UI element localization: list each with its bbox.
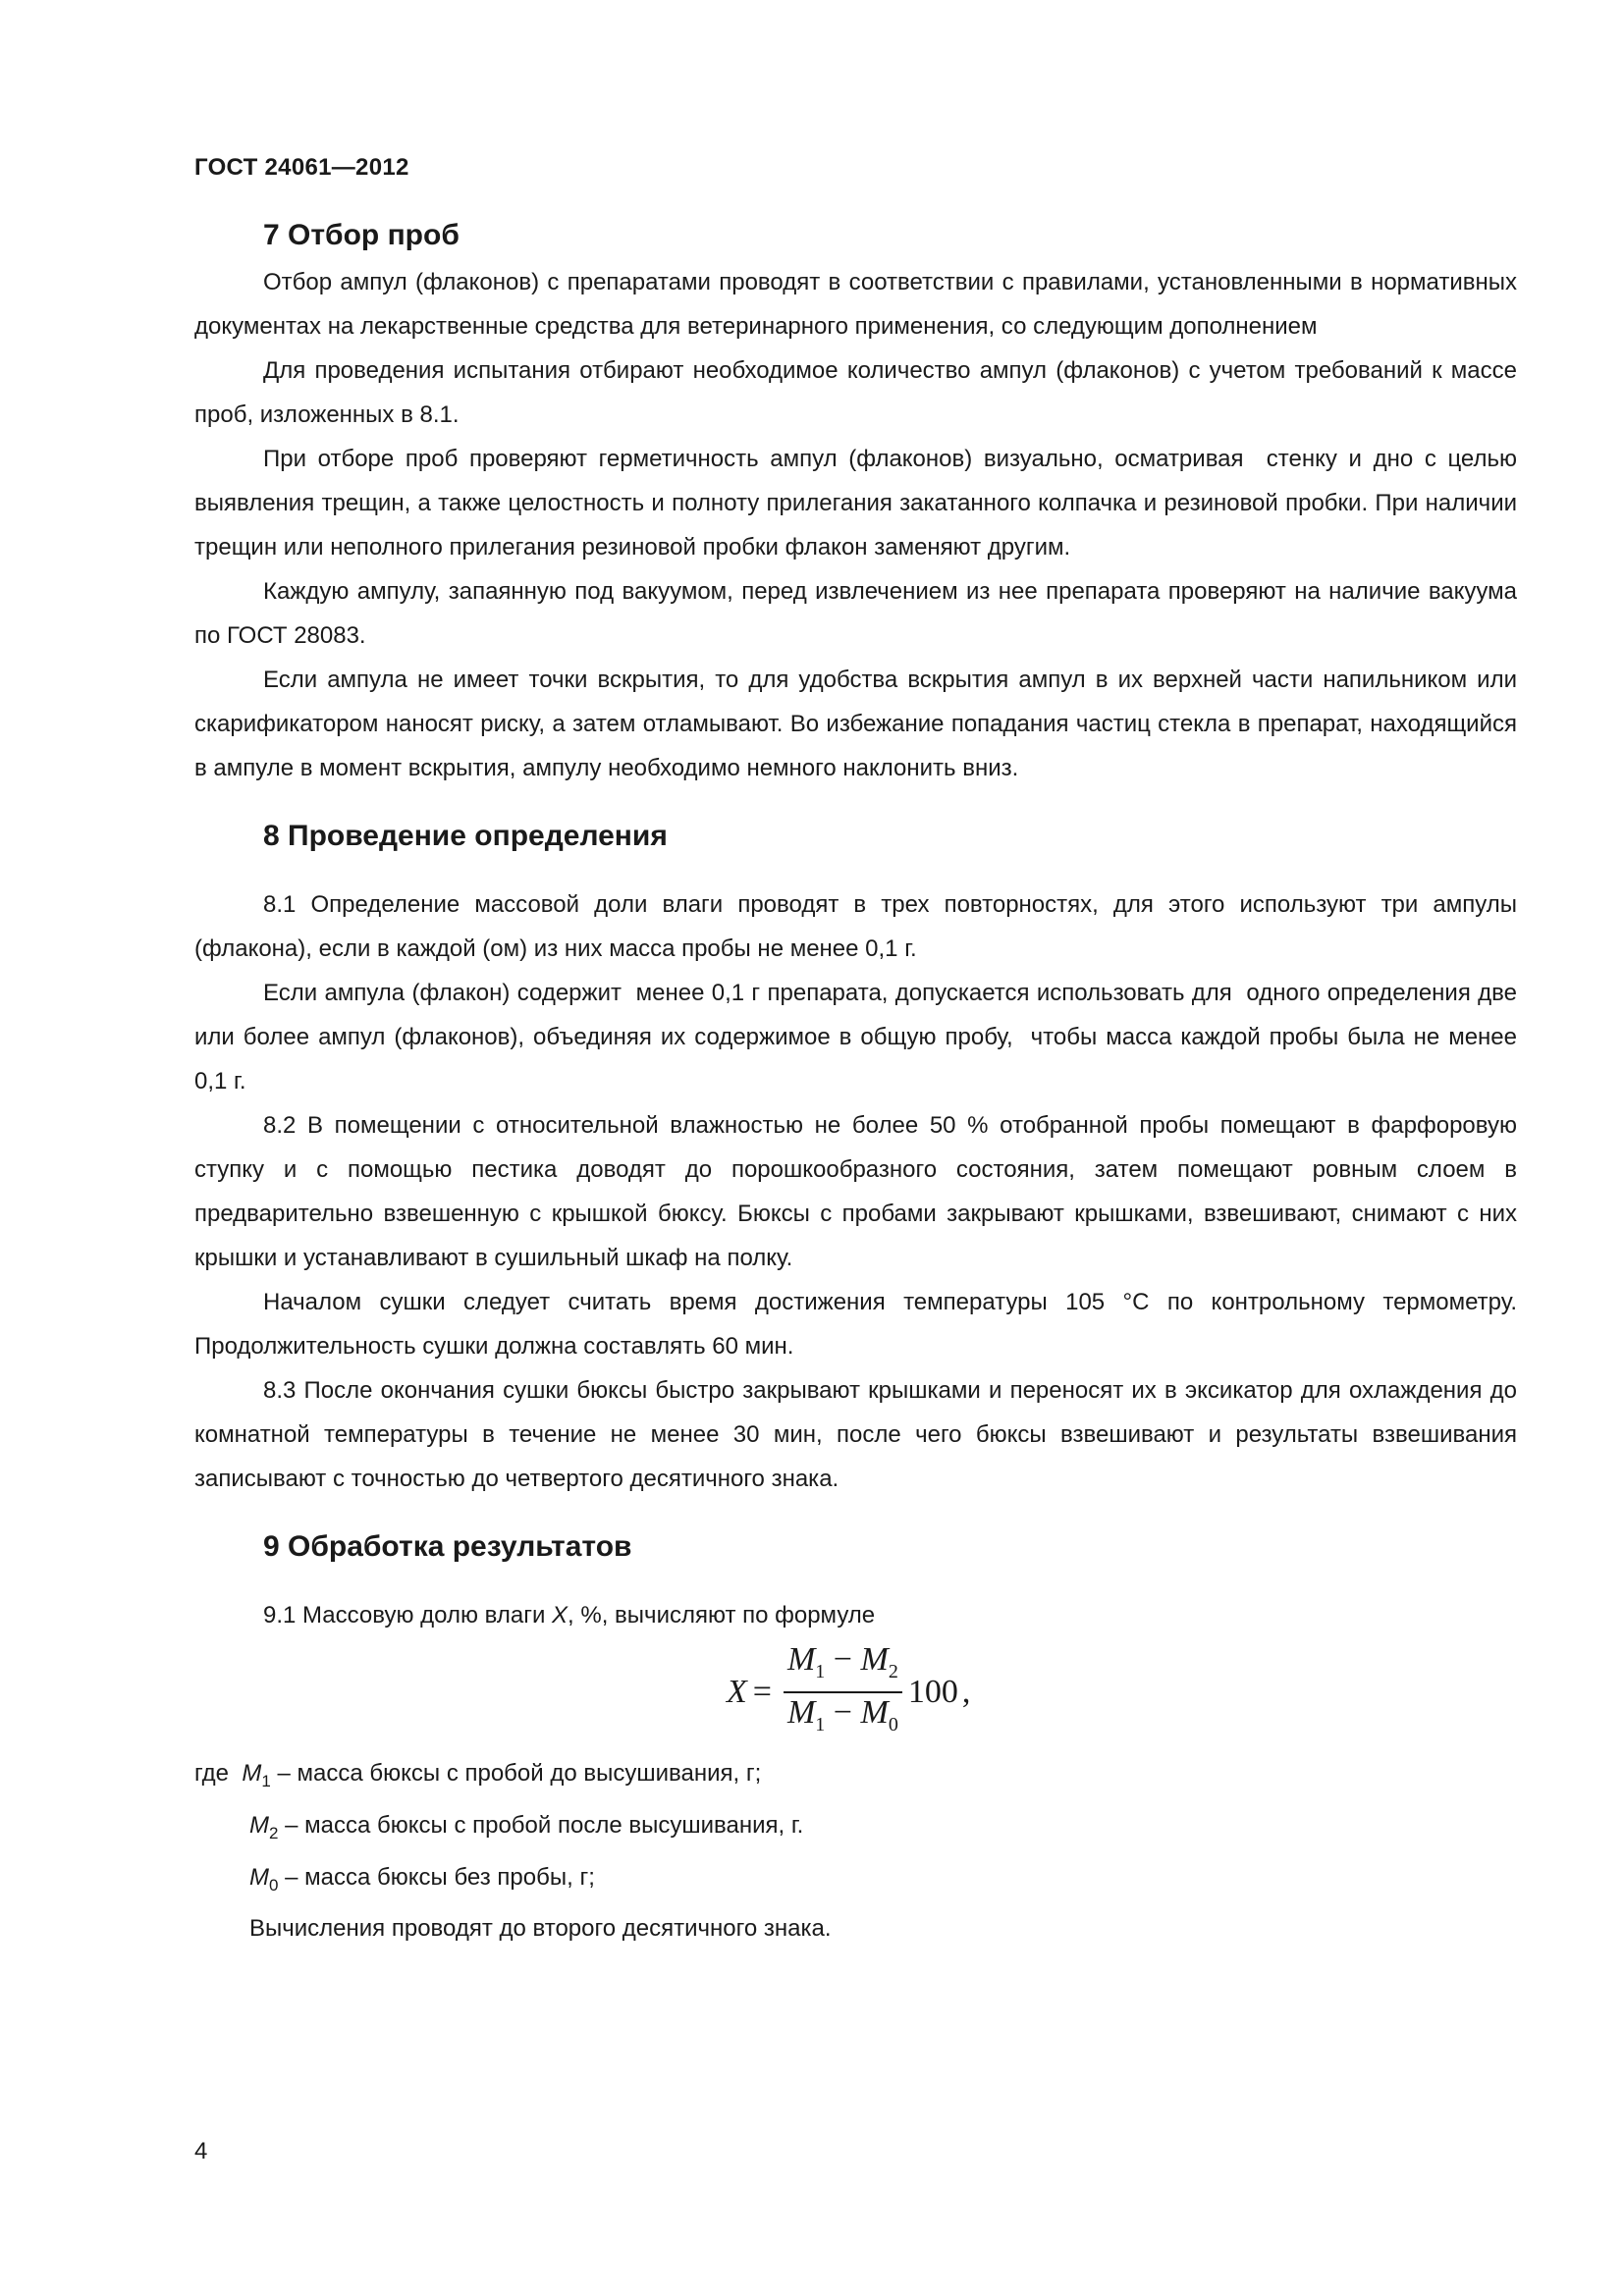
formula-denominator: $M_1 - M_0$ bbox=[786, 1694, 898, 1735]
document-header: ГОСТ 24061—2012 bbox=[194, 154, 409, 181]
section-8-title: 8 Проведение определения bbox=[263, 820, 668, 852]
paragraph: 8.3 После окончания сушки бюксы быстро закрывают крышками и переносят их в эксикатор для охлаждения до комнатной температуры в течение не менее 30 мин, после чего бюксы взвешивают и результаты взвешивания записывают с точностью до четвертого десятичного знака. bbox=[194, 1377, 1524, 1492]
definition-row: $M_0$ – масса бюксы без пробы, г; bbox=[249, 1863, 595, 1895]
page-content bbox=[194, 211, 1524, 1950]
paragraph: При отборе проб проверяют герметичность ампул (флаконов) визуально, осматривая стенку и дно с целью выявления трещин, а также целостность и полноту прилегания закатанного колпачка и резиновой пробки. При наличии трещин или неполного прилегания резиновой пробки флакон заменяют другим. bbox=[194, 446, 1524, 561]
closing-note: Вычисления проводят до второго десятичного знака. bbox=[249, 1915, 832, 1943]
formula-trail: , bbox=[961, 1674, 971, 1710]
formula-numerator: $M_1 - M_2$ bbox=[786, 1641, 898, 1682]
formula-lhs: X bbox=[727, 1674, 747, 1710]
where-label: где bbox=[194, 1760, 230, 1787]
paragraph: Отбор ампул (флаконов) с препаратами проводят в соответствии с правилами, установленными в нормативных документах на лекарственные средства для ветеринарного применения, со следующим дополнением bbox=[194, 269, 1524, 340]
variable-definitions bbox=[194, 1751, 1517, 1950]
definition-row: где $M_1$ – масса бюксы с пробой до высушивания, г; bbox=[194, 1760, 762, 1790]
paragraph: 8.2 В помещении с относительной влажностью не более 50 % отобранной пробы помещают в фарфоровую ступку и с помощью пестика доводят до порошкообразного состояния, затем помещают ровным слоем в предварительно взвешенную с крышкой бюксу. Бюксы с пробами закрывают крышками, взвешивают, снимают с них крышки и устанавливают в сушильный шкаф на полку. bbox=[194, 1112, 1524, 1271]
formula-equals: = bbox=[752, 1674, 772, 1710]
page-number: 4 bbox=[194, 2138, 208, 2164]
intro-prefix: 9.1 Массовую долю влаги bbox=[263, 1602, 553, 1629]
formula-block bbox=[194, 1643, 1517, 1741]
section-9-title: 9 Обработка результатов bbox=[263, 1530, 632, 1563]
paragraph: Каждую ампулу, запаянную под вакуумом, перед извлечением из нее препарата проверяют на наличие вакуума по ГОСТ 28083. bbox=[194, 578, 1524, 649]
definition-row: $M_2$ – масса бюксы с пробой после высушивания, г. bbox=[249, 1811, 804, 1842]
intro-variable: X bbox=[552, 1602, 568, 1629]
paragraph: Началом сушки следует считать время достижения температуры 105 °С по контрольному термометру. Продолжительность сушки должна составлять 60 мин. bbox=[194, 1289, 1524, 1360]
formula-fraction bbox=[784, 1640, 902, 1744]
paragraph: Если ампула (флакон) содержит менее 0,1 г препарата, допускается использовать для одного определения две или более ампул (флаконов), объединяя их содержимое в общую пробу, чтобы масса каждой пробы была не менее 0,1 г. bbox=[194, 980, 1524, 1095]
paragraph: Для проведения испытания отбирают необходимое количество ампул (флаконов) с учетом требований к массе проб, изложенных в 8.1. bbox=[194, 357, 1524, 428]
intro-suffix: , %, вычисляют по формуле bbox=[568, 1602, 876, 1629]
moisture-formula bbox=[727, 1640, 970, 1744]
paragraph: 8.1 Определение массовой доли влаги проводят в трех повторностях, для этого используют три ампулы (флакона), если в каждой (ом) из них масса пробы не менее 0,1 г. bbox=[194, 891, 1524, 962]
formula-multiplier: 100 bbox=[907, 1674, 958, 1710]
paragraph: Если ампула не имеет точки вскрытия, то для удобства вскрытия ампул в их верхней части напильником или скарификатором наносят риску, а затем отламывают. Во избежание попадания частиц стекла в препарат, находящийся в ампуле в момент вскрытия, ампулу необходимо немного наклонить вниз. bbox=[194, 667, 1524, 781]
section-7-title: 7 Отбор проб bbox=[263, 219, 460, 251]
formula-intro bbox=[194, 1593, 1517, 1637]
